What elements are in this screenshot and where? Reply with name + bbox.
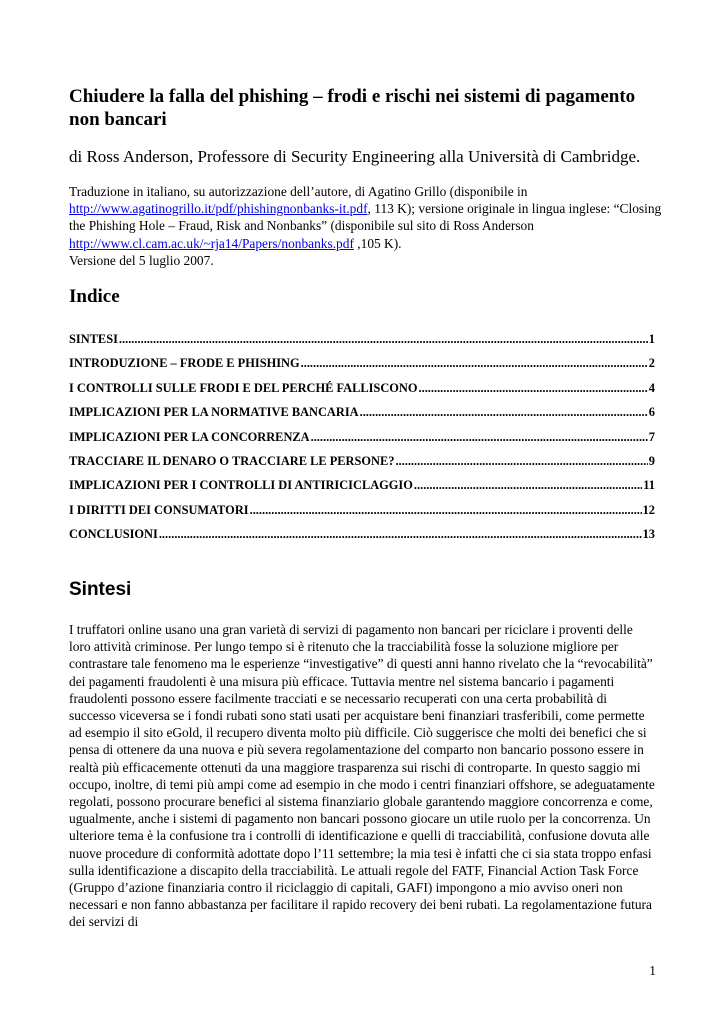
toc-leader-dots (250, 503, 642, 518)
toc-leader-dots (414, 478, 642, 493)
toc-entry-page: 6 (648, 405, 655, 420)
toc-entry-antiriciclaggio[interactable] (69, 478, 655, 502)
toc-entry-label: TRACCIARE IL DENARO O TRACCIARE LE PERSONE? (69, 453, 395, 468)
index-heading: Indice (69, 286, 120, 307)
toc-entry-page: 4 (648, 380, 655, 395)
toc-entry-normative-bancaria[interactable] (69, 405, 655, 429)
toc-entry-label: I DIRITTI DEI CONSUMATORI (69, 502, 249, 517)
document-title: Chiudere la falla del phishing – frodi e rischi nei sistemi di pagamento non bancari (69, 86, 636, 130)
toc-leader-dots (159, 527, 642, 542)
toc-entry-label: SINTESI (69, 332, 118, 346)
table-of-contents (69, 332, 655, 552)
toc-entry-concorrenza[interactable] (69, 430, 655, 454)
translation-text-part2: , 113 K); versione originale in lingua inglese: “Closing the Phishing Hole – Fraud, Risk and Nonbanks” (disponibile sul sito di Ross Anderson (69, 201, 662, 234)
sintesi-paragraph: I truffatori online usano una gran varietà di servizi di pagamento non bancari per riciclare i proventi delle loro attività criminose. Per lungo tempo si è ritenuto che la tracciabilità fosse la soluzione migliore per contrastare tale fenomeno ma le esperienze “investigative” di questi anni hanno rivelato che la “revocabilità” dei pagamenti fraudolenti è una misura più efficace. Tuttavia mentre nel sistema bancario i pagamenti fraudolenti possono essere facilmente tracciati e se necessario recuperati con una certa probabilità di successo viceversa se i fondi rubati sono stati usati per acquistare beni finanziari trasferibili, come permette ad esempio il sito eGold, il recupero diventa molto più difficile. Ciò suggerisce che molti dei benefici che si pensa di ottenere da una nuova e più severa regolamentazione del comparto non bancario possono essere in realtà più efficacemente ottenuti da una maggiore trasparenza sui rischi di controparte. In questo saggio mi occupo, inoltre, di temi più ampi come ad esempio in che modo i centri finanziari offshore, se adeguatamente regolati, possono procurare benefici al sistema finanziario globale garantendo maggiore concorrenza e come, ugualmente, anche i sistemi di pagamento non bancari possono giocare un utile ruolo per la concorrenza. Un ulteriore tema è la confusione tra i controlli di identificazione e quelli di tracciabilità, confusione dovuta alle nuove procedure di conformità adottate dopo l’11 settembre; la mia tesi è infatti che ci sia stata troppo enfasi sulla identificazione a discapito della tracciabilità. Le attuali regole del FATF, Financial Action Task Force (Gruppo d’azione finanziaria contro il riciclaggio di capitali, GAFI) impongono a mio avviso oneri non necessari e non fanno abbastanza per facilitare il rapido recovery dei beni rubati. La regolamentazione futura dei servizi di (69, 622, 655, 930)
toc-leader-dots (301, 356, 648, 371)
toc-entry-label: INTRODUZIONE – FRODE E PHISHING (69, 356, 300, 371)
toc-entry-label: IMPLICAZIONI PER LA NORMATIVE BANCARIA (69, 405, 359, 420)
toc-entry-label: I CONTROLLI SULLE FRODI E DEL PERCHÉ FALLISCONO (69, 380, 418, 395)
section-heading-sintesi: Sintesi (69, 579, 132, 600)
toc-entry-label: IMPLICAZIONI PER LA CONCORRENZA (69, 429, 310, 444)
document-author-line: di Ross Anderson, Professore di Security Engineering alla Università di Cambridge. (69, 147, 641, 166)
original-pdf-link[interactable]: http://www.cl.cam.ac.uk/~rja14/Papers/nonbanks.pdf (69, 235, 354, 251)
toc-entry-page: 2 (648, 356, 655, 371)
toc-entry-controlli-frodi[interactable] (69, 381, 655, 405)
toc-leader-dots (360, 405, 648, 420)
translation-text-part1: Traduzione in italiano, su autorizzazione dell’autore, di Agatino Grillo (disponibile in (69, 184, 528, 199)
toc-leader-dots (419, 381, 648, 396)
toc-entry-page: 11 (643, 478, 655, 493)
toc-entry-diritti-consumatori[interactable] (69, 503, 655, 527)
toc-entry-page: 7 (648, 429, 655, 444)
toc-entry-tracciare[interactable] (69, 454, 655, 478)
toc-entry-page: 9 (648, 453, 655, 468)
toc-entry-conclusioni[interactable] (69, 527, 655, 551)
toc-entry-page: 12 (642, 502, 655, 517)
toc-entry-label: CONCLUSIONI (69, 527, 158, 542)
toc-leader-dots (395, 454, 647, 469)
translation-note (69, 183, 669, 269)
toc-entry-page: 13 (642, 527, 655, 542)
toc-entry-label: IMPLICAZIONI PER I CONTROLLI DI ANTIRICICLAGGIO (69, 478, 413, 493)
page-number: 1 (649, 963, 656, 978)
toc-entry-sintesi[interactable] (69, 332, 655, 356)
toc-leader-dots (119, 332, 648, 347)
toc-leader-dots (311, 430, 648, 445)
version-date: Versione del 5 luglio 2007. (69, 252, 214, 268)
translation-text-part3: ,105 K). (353, 235, 402, 251)
italian-pdf-link[interactable]: http://www.agatinogrillo.it/pdf/phishingnonbanks-it.pdf (69, 201, 368, 217)
toc-entry-page: 1 (648, 332, 655, 346)
toc-entry-introduzione[interactable] (69, 356, 655, 380)
